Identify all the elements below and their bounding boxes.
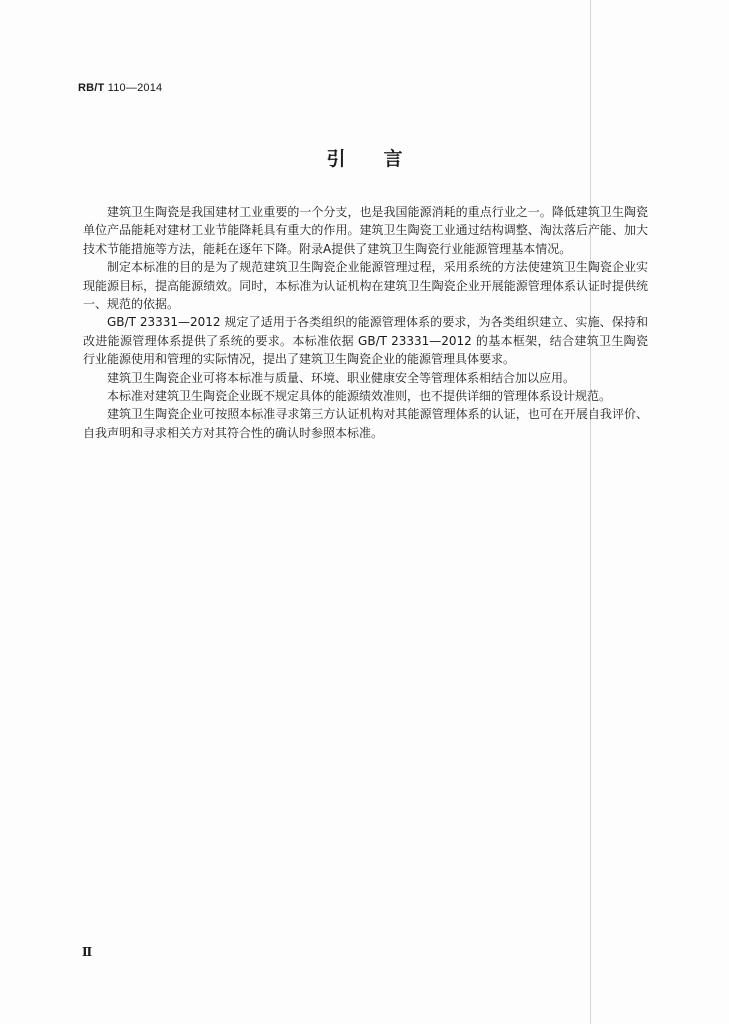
page-title: 引言	[326, 148, 441, 170]
paragraph-3: GB/T 23331—2012 规定了适用于各类组织的能源管理体系的要求，为各类组织建立、实施、保持和改进能源管理体系提供了系统的要求。本标准依据 GB/T 23331—2012 的基本框架，结合建筑卫生陶瓷行业能源使用和管理的实际情况，提出了建筑卫生陶瓷企业的能源管理具体要求。	[83, 315, 648, 367]
document-code-number: 110—2014	[107, 82, 163, 94]
paragraph-4: 建筑卫生陶瓷企业可将本标准与质量、环境、职业健康安全等管理体系相结合加以应用。	[107, 370, 576, 385]
paragraph-1: 建筑卫生陶瓷是我国建材工业重要的一个分支，也是我国能源消耗的重点行业之一。降低建筑卫生陶瓷单位产品能耗对建材工业节能降耗具有重大的作用。建筑卫生陶瓷工业通过结构调整、淘汰落后产能、加大技术节能措施等方法，能耗在逐年下降。附录A提供了建筑卫生陶瓷行业能源管理基本情况。	[83, 205, 648, 256]
page-number: Ⅱ	[82, 945, 93, 959]
paragraph-2: 制定本标准的目的是为了规范建筑卫生陶瓷企业能源管理过程，采用系统的方法使建筑卫生陶瓷企业实现能源目标，提高能源绩效。同时，本标准为认证机构在建筑卫生陶瓷企业开展能源管理体系认证时提供统一、规范的依据。	[83, 260, 648, 312]
document-code-prefix: RB/T	[78, 82, 105, 94]
introduction-body	[83, 203, 648, 442]
paragraph-5: 本标准对建筑卫生陶瓷企业既不规定具体的能源绩效准则，也不提供详细的管理体系设计规范。	[107, 389, 612, 404]
document-code	[78, 82, 162, 94]
paragraph-6: 建筑卫生陶瓷企业可按照本标准寻求第三方认证机构对其能源管理体系的认证，也可在开展自我评价、自我声明和寻求相关方对其符合性的确认时参照本标准。	[83, 407, 648, 440]
